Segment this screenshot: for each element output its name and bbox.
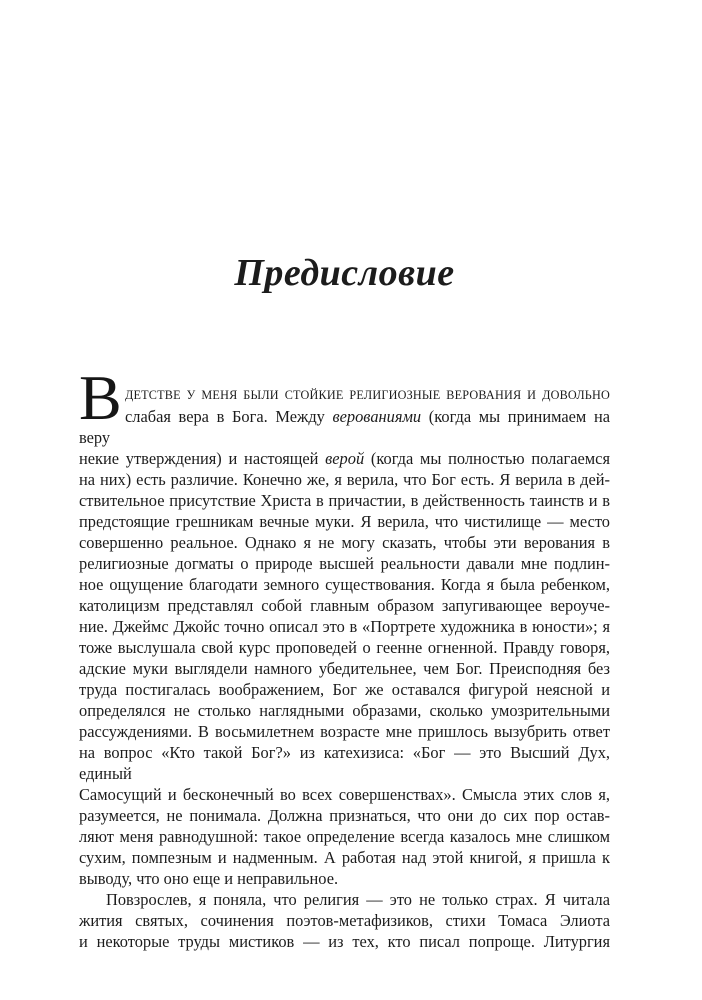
text-segment: (когда мы принимаем на веру [79, 407, 610, 447]
text-line [79, 637, 610, 658]
text-segment: сухим, помпезным и надменным. А работая над этой книгой, я пришла к [79, 848, 610, 867]
text-segment: на них) есть различие. Конечно же, я верила, что Бог есть. Я верила в дей- [79, 470, 610, 489]
paragraph [79, 362, 610, 889]
text-line [79, 721, 610, 742]
text-segment: ляют меня равнодушной: такое определение всегда казалось мне слишком [79, 827, 610, 846]
text-line [79, 931, 610, 952]
text-line [79, 532, 610, 553]
text-segment: слабая вера в Бога. Между [125, 407, 333, 426]
italic-term: верованиями [332, 407, 422, 426]
text-line [79, 658, 610, 679]
text-segment: на вопрос «Кто такой Бог?» из катехизиса: «Бог — это Высший Дух, единый [79, 743, 610, 783]
smallcaps-text: ДЕТСТВЕ У МЕНЯ БЫЛИ СТОЙКИЕ РЕЛИГИОЗНЫЕ ВЕРОВАНИЯ И ДОВОЛЬНО [125, 388, 610, 402]
text-segment: определялся не столько наглядными образами, сколько умозрительными [79, 701, 610, 720]
paragraph [79, 889, 610, 952]
italic-term: верой [325, 449, 365, 468]
text-line [79, 868, 610, 889]
text-line [79, 469, 610, 490]
text-line [79, 910, 610, 931]
text-segment: труда постигалась воображением, Бог же оставался фигурой неясной и [79, 680, 610, 699]
text-line [79, 742, 610, 784]
text-line [79, 826, 610, 847]
text-segment: католицизм представлял собой главным образом запугивающее вероуче- [79, 596, 610, 615]
text-line [79, 406, 610, 448]
text-line [79, 616, 610, 637]
text-line [79, 889, 610, 910]
text-line [79, 679, 610, 700]
text-line [79, 511, 610, 532]
text-segment: религиозные догматы о природе высшей реальности давали мне подлин- [79, 554, 610, 573]
chapter-heading: Предисловие [234, 252, 455, 295]
text-segment: тоже выслушала свой курс проповедей о геенне огненной. Правду говоря, [79, 638, 610, 657]
body-text [79, 362, 610, 952]
text-segment: ние. Джеймс Джойс точно описал это в «Портрете художника в юности»; я [79, 617, 610, 636]
drop-cap: В [79, 362, 122, 433]
text-segment: совершенно реальное. Однако я не могу сказать, чтобы эти верования в [79, 533, 610, 552]
text-segment: и некоторые труды мистиков — из тех, кто писал попроще. Литургия [79, 932, 610, 951]
text-line [79, 784, 610, 805]
text-line [79, 847, 610, 868]
text-line [79, 490, 610, 511]
text-segment: адские муки выглядели намного убедительнее, чем Бог. Преисподняя без [79, 659, 610, 678]
text-line [79, 448, 610, 469]
text-segment: выводу, что оно еще и неправильное. [79, 869, 339, 888]
text-segment: некие утверждения) и настоящей [79, 449, 326, 468]
text-segment: предстоящие грешникам вечные муки. Я верила, что чистилище — место [79, 512, 610, 531]
text-segment: Повзрослев, я поняла, что религия — это не только страх. Я читала [106, 890, 610, 909]
text-line [79, 700, 610, 721]
text-segment: ное ощущение благодати земного существования. Когда я была ребенком, [79, 575, 610, 594]
text-segment: (когда мы полностью полагаемся [364, 449, 610, 468]
text-segment: жития святых, сочинения поэтов-метафизиков, стихи Томаса Элиота [79, 911, 610, 930]
text-segment: рассуждениями. В восьмилетнем возрасте мне пришлось вызубрить ответ [79, 722, 610, 741]
text-segment: ствительное присутствие Христа в причастии, в действенность таинств и в [79, 491, 610, 510]
text-segment: разумеется, не понимала. Должна признаться, что они до сих пор остав- [79, 806, 610, 825]
text-line [79, 805, 610, 826]
text-line [79, 383, 610, 406]
text-line [79, 553, 610, 574]
text-line [79, 574, 610, 595]
text-segment: Самосущий и бесконечный во всех совершенствах». Смысла этих слов я, [79, 785, 610, 804]
text-line [79, 595, 610, 616]
